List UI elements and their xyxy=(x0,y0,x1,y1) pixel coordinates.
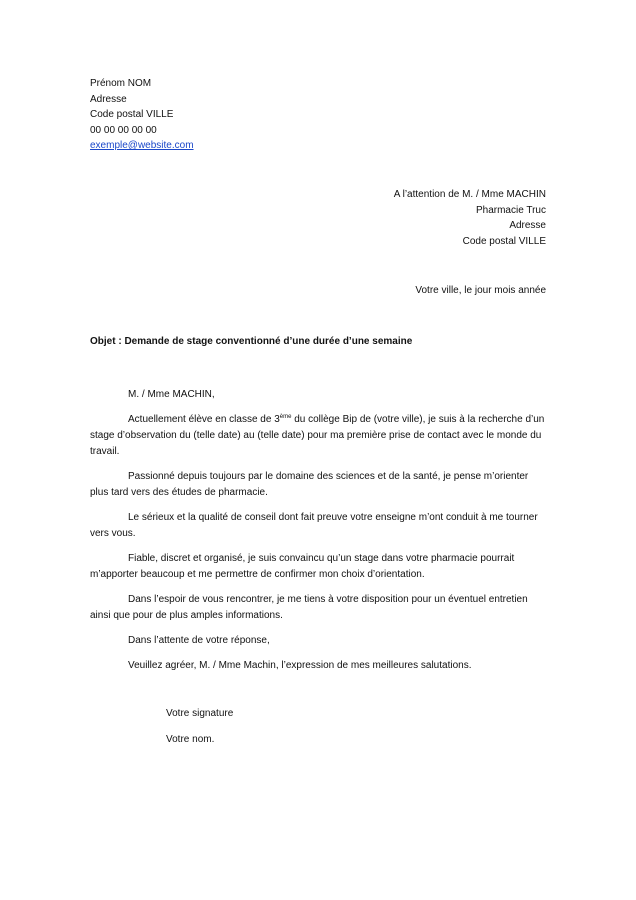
salutation: M. / Mme MACHIN, xyxy=(128,389,215,400)
ordinal-superscript: ème xyxy=(279,414,292,420)
recipient-city: Code postal VILLE xyxy=(462,235,546,247)
recipient-block xyxy=(394,187,546,249)
paragraph-4: Fiable, discret et organisé, je suis convaincu qu’un stage dans votre pharmacie pourrait m’apporter beaucoup et me permettre de confirmer mon choix d’orientation. xyxy=(90,553,515,580)
paragraph-3: Le sérieux et la qualité de conseil dont fait preuve votre enseigne m’ont conduit à me tourner vers vous. xyxy=(90,512,538,539)
signer-name: Votre nom. xyxy=(166,734,215,745)
recipient-address: Adresse xyxy=(509,220,546,231)
sender-phone: 00 00 00 00 00 xyxy=(90,124,157,136)
paragraph-1 xyxy=(90,412,546,460)
letter-body xyxy=(90,387,546,683)
recipient-company: Pharmacie Truc xyxy=(475,204,546,216)
sender-block xyxy=(90,76,194,154)
sender-name: Prénom NOM xyxy=(90,78,152,89)
paragraph-5: Dans l’espoir de vous rencontrer, je me tiens à votre disposition pour un éventuel entretien ainsi que pour de plus amples informations. xyxy=(90,594,528,621)
paragraph-6: Dans l’attente de votre réponse, xyxy=(128,635,270,646)
sender-city: Code postal VILLE xyxy=(90,109,174,120)
paragraph-2: Passionné depuis toujours par le domaine des sciences et de la santé, je pense m’orienter plus tard vers des études de pharmacie. xyxy=(90,471,529,498)
recipient-attention: A l’attention de M. / Mme MACHIN xyxy=(393,189,546,200)
paragraph-1-end: du collège Bip de (votre ville), je suis à la recherche d’un stage d’observation du (telle date) au (telle date) pour ma première prise de contact avec le monde du travail. xyxy=(90,414,545,457)
date-line: Votre ville, le jour mois année xyxy=(415,285,546,296)
subject-line: Objet : Demande de stage conventionné d’une durée d’une semaine xyxy=(90,336,413,347)
paragraph-1-start: Actuellement élève en classe de 3 xyxy=(128,414,280,425)
signature-line: Votre signature xyxy=(166,708,234,719)
sender-email-link[interactable]: exemple@website.com xyxy=(90,140,194,151)
sender-address: Adresse xyxy=(90,93,127,105)
paragraph-7: Veuillez agréer, M. / Mme Machin, l’expression de mes meilleures salutations. xyxy=(128,660,472,671)
